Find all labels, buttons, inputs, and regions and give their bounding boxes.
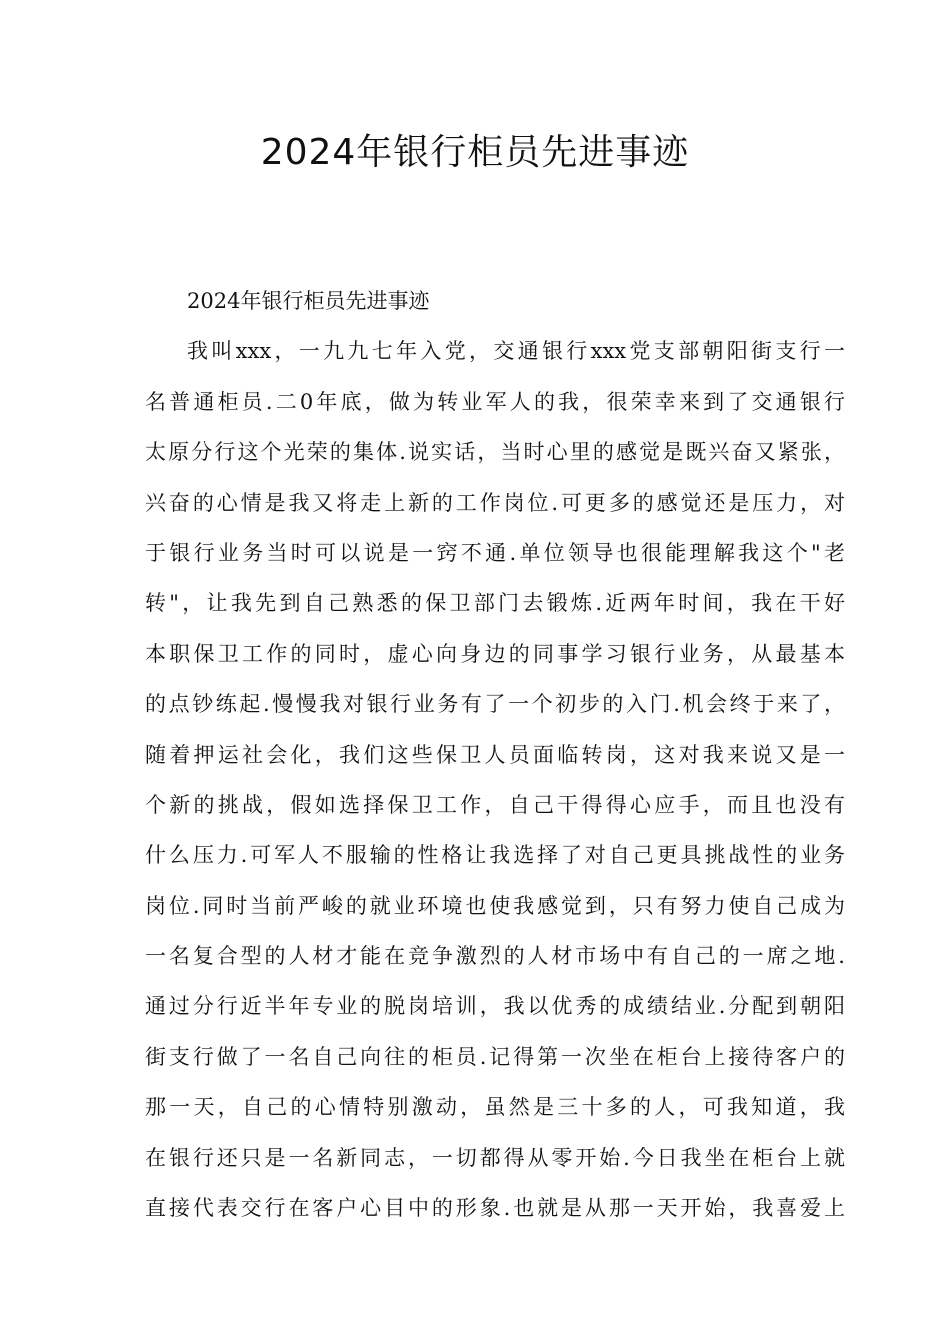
- text-line: 岗位.同时当前严峻的就业环境也使我感觉到，只有努力使自己成为: [145, 893, 845, 918]
- text-line: 通过分行近半年专业的脱岗培训，我以优秀的成绩结业.分配到朝阳: [145, 994, 845, 1019]
- text-line: 街支行做了一名自己向往的柜员.记得第一次坐在柜台上接待客户的: [145, 1044, 845, 1069]
- text-line: 于银行业务当时可以说是一窍不通.单位领导也很能理解我这个"老: [145, 540, 845, 565]
- page-title: 2024年银行柜员先进事迹: [260, 132, 690, 173]
- text-line: 的点钞练起.慢慢我对银行业务有了一个初步的入门.机会终于来了，: [145, 692, 845, 717]
- text-line: 兴奋的心情是我又将走上新的工作岗位.可更多的感觉还是压力，对: [145, 490, 845, 515]
- text-line: 个新的挑战，假如选择保卫工作，自己干得得心应手，而且也没有: [145, 792, 845, 817]
- text-line: 本职保卫工作的同时，虚心向身边的同事学习银行业务，从最基本: [145, 641, 845, 666]
- text-line: 什么压力.可军人不服输的性格让我选择了对自己更具挑战性的业务: [145, 843, 845, 868]
- text-line: 名普通柜员.二0年底，做为转业军人的我，很荣幸来到了交通银行: [145, 389, 845, 414]
- text-line: 转"，让我先到自己熟悉的保卫部门去锻炼.近两年时间，我在干好: [145, 591, 845, 616]
- text-line: 一名复合型的人材才能在竞争激烈的人材市场中有自己的一席之地.: [145, 944, 845, 969]
- text-line: 那一天，自己的心情特别激动，虽然是三十多的人，可我知道，我: [145, 1095, 845, 1120]
- text-line: 在银行还只是一名新同志，一切都得从零开始.今日我坐在柜台上就: [145, 1145, 845, 1170]
- text-line: 太原分行这个光荣的集体.说实话，当时心里的感觉是既兴奋又紧张，: [145, 440, 845, 465]
- paragraph-heading: 2024年银行柜员先进事迹: [187, 289, 430, 313]
- text-line: 我叫xxx，一九九七年入党，交通银行xxx党支部朝阳街支行一: [187, 339, 845, 364]
- text-line: 随着押运社会化，我们这些保卫人员面临转岗，这对我来说又是一: [145, 742, 845, 767]
- document-body: [145, 276, 845, 1233]
- text-line: 直接代表交行在客户心目中的形象.也就是从那一天开始，我喜爱上: [145, 1196, 845, 1221]
